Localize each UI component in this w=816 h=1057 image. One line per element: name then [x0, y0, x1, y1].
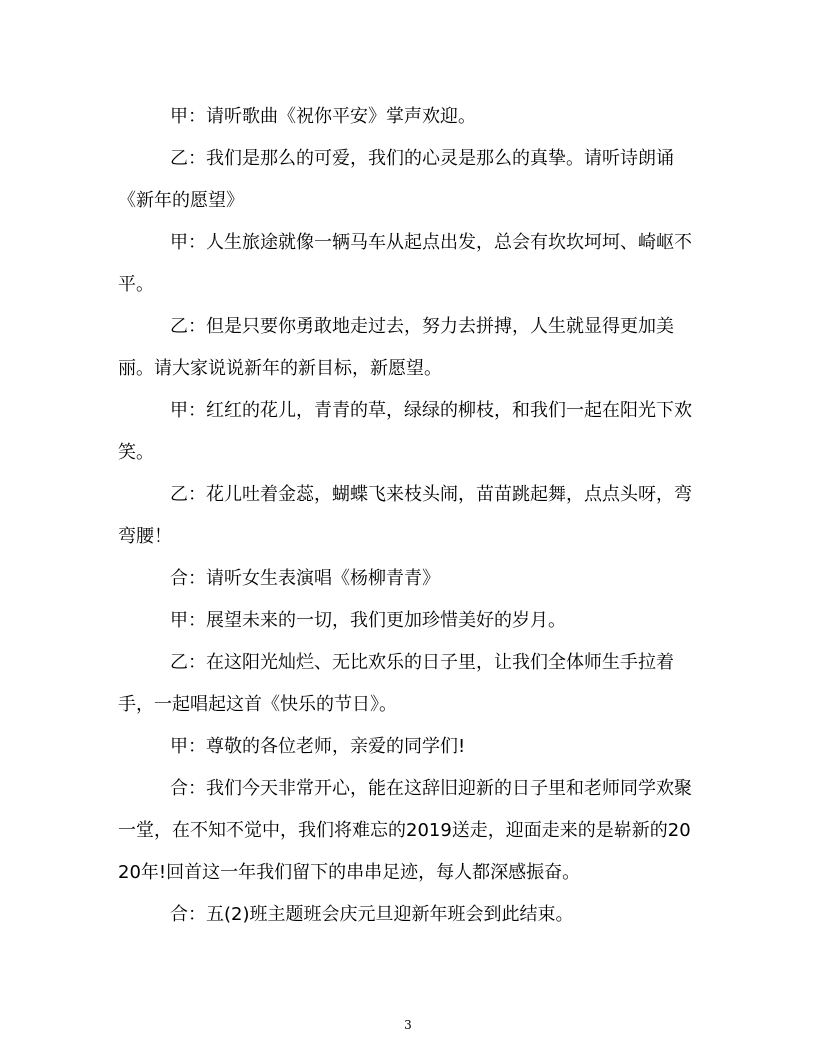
paragraph: 乙：但是只要你勇敢地走过去，努力去拼搏，人生就显得更加美丽。请大家说说新年的新目标，新愿望。 [118, 316, 674, 379]
paragraph: 乙：在这阳光灿烂、无比欢乐的日子里，让我们全体师生手拉着手，一起唱起这首《快乐的节日》。 [118, 652, 674, 715]
paragraph: 甲：人生旅途就像一辆马车从起点出发，总会有坎坎坷坷、崎岖不平。 [118, 232, 692, 295]
paragraph: 乙：我们是那么的可爱，我们的心灵是那么的真挚。请听诗朗诵《新年的愿望》 [118, 148, 674, 211]
paragraph: 乙：花儿吐着金蕊，蝴蝶飞来枝头闹，苗苗跳起舞，点点头呀，弯弯腰！ [118, 484, 692, 547]
document-body [118, 96, 698, 936]
paragraph: 合：请听女生表演唱《杨柳青青》 [170, 568, 440, 589]
paragraph: 甲：尊敬的各位老师，亲爱的同学们! [170, 736, 466, 757]
paragraph: 甲：红红的花儿，青青的草，绿绿的柳枝，和我们一起在阳光下欢笑。 [118, 400, 692, 463]
paragraph: 甲：展望未来的一切，我们更加珍惜美好的岁月。 [170, 610, 566, 631]
paragraph: 甲：请听歌曲《祝你平安》掌声欢迎。 [170, 106, 476, 127]
paragraph: 合：五(2)班主题班会庆元旦迎新年班会到此结束。 [170, 904, 574, 925]
paragraph: 合：我们今天非常开心，能在这辞旧迎新的日子里和老师同学欢聚一堂，在不知不觉中，我们将难忘的2019送走，迎面走来的是崭新的2020年!回首这一年我们留下的串串足迹，每人都深感振奋。 [118, 778, 692, 883]
page-number: 3 [404, 1018, 412, 1032]
